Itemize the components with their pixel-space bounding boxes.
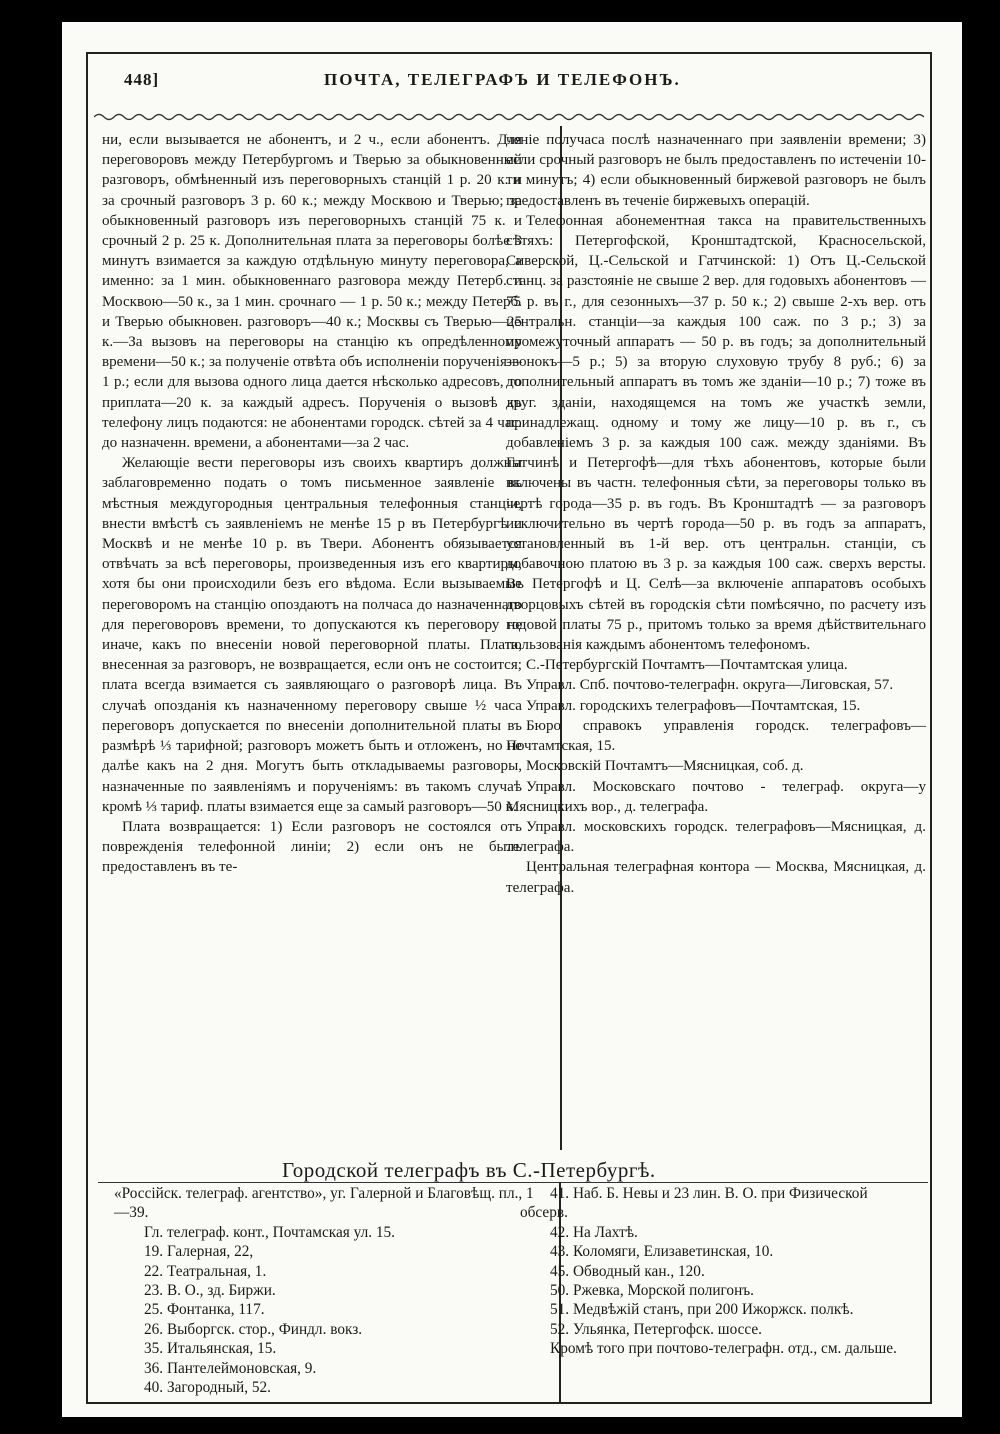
paragraph-refund-cont: ченіе получаса послѣ назначеннаго при заявленіи времени; 3) если срочный разговоръ не былъ предоставленъ по истеченіи 10-ти минутъ; 4) если обыкновенный биржевой разговоръ не былъ предоставленъ въ теченіе биржевыхъ операцій.: [506, 132, 926, 209]
list-item: 26. Выборгск. стор., Финдл. вокз.: [144, 1320, 363, 1338]
address-spb-postal-district: Управл. Спб. почтово-телеграфн. округа—Лиговская, 57.: [526, 677, 894, 694]
list-item: 35. Итальянская, 15.: [144, 1340, 277, 1358]
address-moscow-postal-district: Управл. Московскаго почтово - телеграф. округа—у Мясницкихъ вор., д. телеграфа.: [506, 778, 926, 815]
list-item: 43. Коломяги, Елизаветинская, 10.: [550, 1243, 774, 1261]
list-item: «Россійск. телеграф. агентство», уг. Галерной и Благовѣщ. пл., 1—39.: [114, 1185, 534, 1222]
list-item: 52. Ульянка, Петергофск. шоссе.: [550, 1320, 762, 1338]
list-item: Кромѣ того при почтово-телеграфн. отд., см. дальше.: [550, 1340, 897, 1358]
list-item: 45. Обводный кан., 120.: [550, 1262, 705, 1280]
list-item: 41. Наб. Б. Невы и 23 лин. В. О. при Физической обсерв.: [520, 1185, 868, 1222]
running-header: [124, 70, 924, 100]
telegraph-list-right: [520, 1184, 920, 1359]
list-item: 36. Пантелеймоновская, 9.: [144, 1359, 317, 1377]
list-item: 40. Загородный, 52.: [144, 1379, 271, 1397]
list-item: Гл. телеграф. конт., Почтамская ул. 15.: [144, 1223, 395, 1241]
address-spb-post-office: С.-Петербургскій Почтамтъ—Почтамтская улица.: [526, 657, 848, 674]
running-title: ПОЧТА, ТЕЛЕГРАФЪ И ТЕЛЕФОНЪ.: [324, 70, 681, 89]
paragraph-home-calls: Желающіе вести переговоры изъ своихъ квартиръ должны заблаговременно подать о томъ письменное заявленіе въ мѣстныя междугородныя центральныя телефонныя станціи, внести вмѣстѣ съ заявленіемъ не менѣе 15 р въ Петербургѣ и Москвѣ и не менѣе 10 р. въ Твери. Абонентъ обязывается отвѣчать за всѣ переговоры, произведенныя изъ его квартиры, хотя бы они происходили безъ его вѣдома. Если вызываемые переговоромъ на станцію опоздаютъ на полчаса до назначеннаго для переговоровъ времени, то допускаются къ переговору не иначе, какъ по внесеніи новой переговорной платы. Плата, внесенная за разговоръ, не возвращается, если онъ не состоится; плата всегда взимается съ заявляющаго о разговорѣ лица. Въ случаѣ опозданія къ назначенному переговору свыше ½ часа переговоръ допускается по внесеніи дополнительной платы въ размѣрѣ ⅓ тарифной; разговоръ можетъ быть и отложенъ, но не далѣе какъ на 2 дня. Могутъ быть откладываемы разговоры, назначенные по заявленіямъ и порученіямъ: въ такомъ случаѣ кромѣ ⅓ тариф. платы взимается еще за самый разговоръ—50 к.: [102, 455, 522, 815]
book-page: [62, 22, 962, 1417]
page-number: 448]: [124, 70, 160, 89]
list-item: 25. Фонтанка, 117.: [144, 1301, 265, 1319]
paragraph-tariffs: ни, если вызывается не абонентъ, и 2 ч., если абонентъ. Для переговоровъ между Петербургомъ и Тверью за обыкновенный разговоръ, обмѣненный изъ переговорныхъ станцій 1 р. 20 к. и за срочный разговоръ 3 р. 60 к.; между Москвою и Тверью; за обыкновенный разговоръ изъ переговорныхъ станцій 75 к. и срочный 2 р. 25 к. Дополнительная плата за переговоры болѣе 3 минутъ взимается за каждую отдѣльную минуту переговора, а именно: за 1 мин. обыкновеннаго разговора между Петерб. и Москвою—50 к., за 1 мин. срочнаго — 1 р. 50 к.; между Петерб. и Тверью обыкновен. разговоръ—40 к.; Москвы съ Тверью—25 к.—За вызовъ на переговоры на станцію къ опредѣленному времени—50 к.; за полученіе отвѣта объ исполненіи порученія—1 р.; если для вызова одного лица дается нѣсколько адресовъ, то приплата—20 к. за каждый адресъ. Порученія о вызовѣ къ телефону лицъ подаются: не абонентами городск. сѣтей за 4 час. до назначенн. времени, а абонентами—за 2 час.: [102, 132, 522, 452]
left-column: [102, 130, 522, 878]
paragraph-refund: Плата возвращается: 1) Если разговоръ не состоялся отъ поврежденія телефонной линіи; 2) если онъ не былъ предоставленъ въ те-: [102, 818, 522, 876]
address-central-telegraph: Центральная телеграфная контора — Москва, Мясницкая, д. телеграфа.: [506, 859, 926, 896]
address-inquiry-bureau: Бюро справокъ управленія городск. телеграфовъ—Почтамтская, 15.: [506, 717, 926, 755]
right-column: [506, 130, 926, 898]
list-item: 42. На Лахтѣ.: [550, 1223, 638, 1241]
section-rule: [98, 1182, 928, 1183]
list-item: 51. Медвѣжій станъ, при 200 Ижоржск. полкѣ.: [550, 1301, 854, 1319]
telegraph-list-left: [114, 1184, 554, 1397]
decorative-wavy-rule: [94, 110, 924, 124]
address-city-telegraph-admin: Управл. городскихъ телеграфовъ—Почтамтская, 15.: [526, 697, 861, 714]
paragraph-subscription-rates: Телефонная абонементная такса на правительственныхъ сѣтяхъ: Петергофской, Кронштадтской, Красносельской, Сиверской, Ц.-Сельской и Гатчинской: 1) Отъ Ц.-Сельской станц. за разстояніе не свыше 2 вер. для годовыхъ абонентовъ — 75 р. въ г., для сезонныхъ—37 р. 50 к.; 2) свыше 2-хъ вер. отъ центральн. станціи—за каждыя 100 саж. по 3 р.; 3) за промежуточный аппаратъ — 50 р. въ годъ; за дополнительный звонокъ—5 р.; 5) за вторую слуховую трубу 8 руб.; 6) за дополнительный аппаратъ въ томъ же зданіи—10 р.; 7) тоже въ друг. зданіи, находящемся на томъ же участкѣ земли, принадлежащ. одному и тому же лицу—10 р. въ г., съ добавленіемъ 3 р. за каждыя 100 саж. между зданіями. Въ Гатчинѣ и Петергофѣ—для тѣхъ абонентовъ, которые были включены въ частн. телефонныя сѣти, за переговоры только въ чертѣ города—35 р. въ годъ. Въ Кронштадтѣ — за разговоръ исключительно въ чертѣ города—50 р. въ годъ за аппаратъ, установленный въ 1-й вер. отъ центральн. станціи, съ добавочною платою въ 3 р. за каждыя 100 саж. сверхъ версты. Въ Петергофѣ и Ц. Селѣ—за включеніе аппаратовъ особыхъ дворцовыхъ сѣтей въ городскія сѣти помѣсячно, по расчету изъ годовой платы 75 р., притомъ только за время дѣйствительнаго пользованія каждымъ абонентомъ телефономъ.: [506, 212, 926, 654]
list-item: 50. Ржевка, Морской полигонъ.: [550, 1282, 755, 1300]
address-moscow-city-telegraph: Управл. московскихъ городск. телеграфовъ—Мясницкая, д. телеграфа.: [506, 818, 926, 856]
section-title: Городской телеграфъ въ С.-Петербургѣ.: [282, 1158, 656, 1182]
list-item: 19. Галерная, 22,: [144, 1243, 254, 1261]
list-item: 23. В. О., зд. Биржи.: [144, 1282, 276, 1300]
address-moscow-post-office: Московскій Почтамтъ—Мясницкая, соб. д.: [526, 758, 804, 775]
list-item: 22. Театральная, 1.: [144, 1262, 267, 1280]
